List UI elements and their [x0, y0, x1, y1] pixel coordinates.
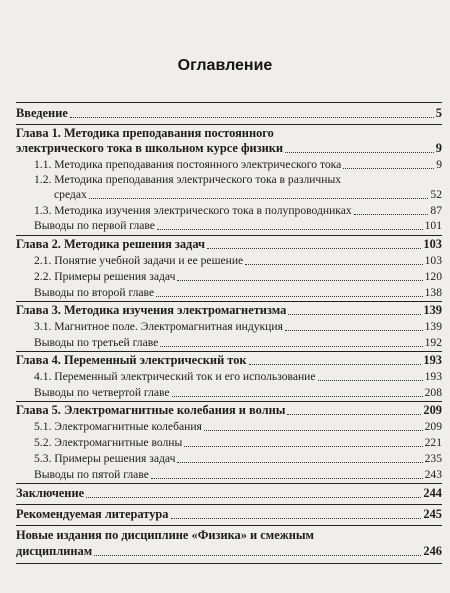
toc-entry-1-2-line1[interactable]: 1.2. Методика преподавания электрического тока в различных — [34, 173, 342, 186]
page-number: 221 — [424, 436, 442, 449]
toc-entry-conclusion-5[interactable]: Выводы по пятой главе 243 — [34, 468, 442, 481]
toc-entry-new-editions[interactable]: дисциплинам 246 — [16, 544, 442, 558]
page-number: 243 — [424, 468, 442, 481]
toc-entry-chapter-4[interactable]: Глава 4. Переменный электрический ток 193 — [16, 353, 442, 367]
dot-leader — [207, 248, 421, 249]
toc-entry-2-2[interactable]: 2.2. Примеры решения задач 120 — [34, 270, 442, 283]
toc-entry-intro[interactable]: Введение 5 — [16, 106, 442, 120]
toc-entry-4-1[interactable]: 4.1. Переменный электрический ток и его использование 193 — [34, 370, 442, 383]
toc-entry-chapter-2[interactable]: Глава 2. Методика решения задач 103 — [16, 237, 442, 251]
dot-leader — [354, 214, 429, 215]
dot-leader — [70, 117, 434, 118]
dot-leader — [285, 330, 423, 331]
dot-leader — [288, 314, 421, 315]
page-number: 209 — [423, 403, 442, 417]
divider — [16, 483, 442, 484]
toc-entry-literature[interactable]: Рекомендуемая литература 245 — [16, 507, 442, 521]
page-number: 244 — [423, 486, 442, 500]
dot-leader — [151, 478, 423, 479]
toc-entry-1-1[interactable]: 1.1. Методика преподавания постоянного электрического тока 9 — [34, 158, 442, 171]
page-number: 139 — [423, 303, 442, 317]
divider — [16, 124, 442, 125]
page-number: 209 — [424, 420, 442, 433]
dot-leader — [156, 296, 423, 297]
divider — [16, 401, 442, 402]
page-number: 246 — [423, 544, 442, 558]
page-number: 139 — [424, 320, 442, 333]
divider — [16, 504, 442, 505]
divider — [16, 301, 442, 302]
dot-leader — [171, 518, 422, 519]
page-number: 87 — [430, 204, 442, 217]
dot-leader — [86, 497, 421, 498]
toc-entry-conclusion-1[interactable]: Выводы по первой главе 101 — [34, 219, 442, 232]
divider — [16, 235, 442, 236]
dot-leader — [89, 198, 429, 199]
dot-leader — [249, 364, 422, 365]
divider — [16, 351, 442, 352]
page-title: Оглавление — [177, 57, 273, 74]
page-number: 52 — [430, 188, 442, 201]
dot-leader — [157, 229, 423, 230]
toc-entry-conclusion[interactable]: Заключение 244 — [16, 486, 442, 500]
page-number: 5 — [435, 106, 442, 120]
show-through-text — [40, 86, 440, 98]
toc-entry-chapter-1-line1[interactable]: Глава 1. Методика преподавания постоянного — [16, 126, 274, 140]
dot-leader — [177, 280, 422, 281]
dot-leader — [94, 555, 421, 556]
toc-entry-5-1[interactable]: 5.1. Электромагнитные колебания 209 — [34, 420, 442, 433]
dot-leader — [172, 396, 423, 397]
dot-leader — [204, 430, 423, 431]
dot-leader — [285, 152, 434, 153]
table-of-contents — [16, 102, 442, 564]
dot-leader — [287, 414, 421, 415]
toc-entry-5-3[interactable]: 5.3. Примеры решения задач 235 — [34, 452, 442, 465]
dot-leader — [318, 380, 423, 381]
toc-entry-conclusion-2[interactable]: Выводы по второй главе 138 — [34, 286, 442, 299]
page-number: 103 — [424, 254, 442, 267]
toc-entry-1-2[interactable]: средах 52 — [54, 188, 442, 201]
toc-entry-3-1[interactable]: 3.1. Магнитное поле. Электромагнитная индукция 139 — [34, 320, 442, 333]
page-number: 193 — [424, 370, 442, 383]
toc-entry-1-3[interactable]: 1.3. Методика изучения электрического тока в полупроводниках 87 — [34, 204, 442, 217]
dot-leader — [184, 446, 422, 447]
dot-leader — [160, 346, 422, 347]
page-number: 138 — [424, 286, 442, 299]
toc-entry-chapter-5[interactable]: Глава 5. Электромагнитные колебания и волны 209 — [16, 403, 442, 417]
dot-leader — [177, 462, 422, 463]
page-number: 9 — [436, 158, 442, 171]
page-number: 208 — [424, 386, 442, 399]
page-number: 103 — [423, 237, 442, 251]
toc-entry-chapter-3[interactable]: Глава 3. Методика изучения электромагнетизма 139 — [16, 303, 442, 317]
dot-leader — [343, 168, 434, 169]
toc-entry-conclusion-4[interactable]: Выводы по четвертой главе 208 — [34, 386, 442, 399]
page-number: 9 — [435, 141, 442, 155]
page-number: 101 — [424, 219, 442, 232]
toc-entry-chapter-1[interactable]: электрического тока в школьном курсе физики 9 — [16, 141, 442, 155]
page-number: 245 — [423, 507, 442, 521]
toc-entry-conclusion-3[interactable]: Выводы по третьей главе 192 — [34, 336, 442, 349]
toc-entry-5-2[interactable]: 5.2. Электромагнитные волны 221 — [34, 436, 442, 449]
dot-leader — [245, 264, 422, 265]
page-number: 120 — [424, 270, 442, 283]
page-number: 192 — [424, 336, 442, 349]
page-number: 193 — [423, 353, 442, 367]
toc-entry-2-1[interactable]: 2.1. Понятие учебной задачи и ее решение 103 — [34, 254, 442, 267]
toc-entry-new-editions-line1[interactable]: Новые издания по дисциплине «Физика» и смежным — [16, 528, 314, 542]
page-number: 235 — [424, 452, 442, 465]
divider — [16, 525, 442, 526]
